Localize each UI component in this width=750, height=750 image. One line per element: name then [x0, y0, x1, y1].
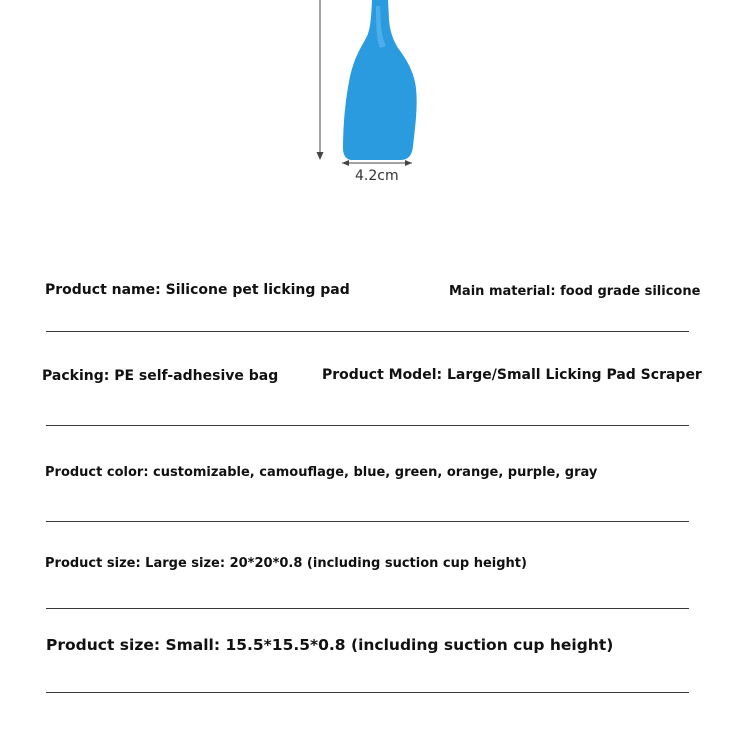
width-label: 4.2cm [355, 168, 399, 184]
spec-size-large: Product size: Large size: 20*20*0.8 (including suction cup height) [45, 556, 527, 571]
width-dimension-line [342, 160, 412, 166]
spec-size-small: Product size: Small: 15.5*15.5*0.8 (including suction cup height) [46, 636, 614, 654]
divider [46, 692, 689, 693]
divider [46, 331, 689, 332]
spec-product-model: Product Model: Large/Small Licking Pad Scraper [322, 367, 702, 383]
divider [46, 521, 689, 522]
divider [46, 608, 689, 609]
spec-product-color: Product color: customizable, camouflage, blue, green, orange, purple, gray [45, 465, 598, 480]
divider [46, 425, 689, 426]
spec-packing: Packing: PE self-adhesive bag [42, 368, 279, 384]
height-dimension-line [317, 0, 324, 160]
spec-product-name: Product name: Silicone pet licking pad [45, 282, 350, 298]
spec-main-material: Main material: food grade silicone [449, 284, 701, 299]
